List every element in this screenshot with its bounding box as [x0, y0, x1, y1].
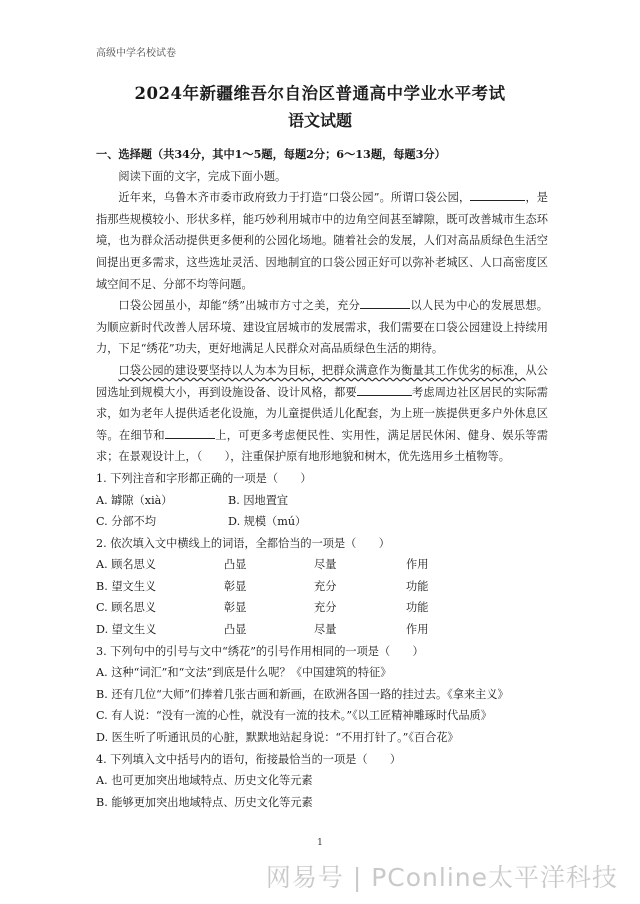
option-cell: 凸显: [224, 558, 247, 572]
question-4-option-b: B. 能够更加突出地域特点、历史文化等元素: [96, 795, 313, 809]
fill-blank-4: [165, 426, 215, 439]
exam-title: 2024年新疆维吾尔自治区普通高中学业水平考试: [134, 84, 506, 103]
option-cell: 尽量: [314, 558, 337, 572]
option-cell: 功能: [406, 601, 429, 615]
question-1-stem: 1. 下列注音和字形都正确的一项是（ ）: [96, 471, 312, 485]
section-heading: 一、选择题（共34分，其中1～5题，每题2分；6～13题，每题3分）: [96, 147, 446, 161]
p3-text-b: 考虑周边社区居民的实际需求，如为老年人提供适老化设施，为儿童提供适儿化配套，为上班一族提供更多户外休息区等。在细节和: [96, 385, 548, 442]
question-3-option-d: D. 医生听了听通讯员的心脏，默默地站起身说：“不用打针了。”《百合花》: [96, 731, 459, 745]
option-cell: 功能: [406, 579, 429, 593]
page-number: 1: [317, 838, 323, 848]
option-cell: B. 望文生义: [96, 579, 157, 593]
option-cell: 充分: [314, 601, 337, 615]
question-2-option-c: [96, 597, 548, 619]
question-1-options-row-2: [96, 511, 548, 533]
question-4-stem: 4. 下列填入文中括号内的语句，衔接最恰当的一项是（ ）: [96, 752, 402, 766]
question-4-option-a: A. 也可更加突出地域特点、历史文化等元素: [96, 774, 313, 788]
question-1-option-d: D. 规模（mú）: [228, 515, 307, 529]
p1-text-b: ，是指那些规模较小、形状多样，能巧妙利用城市中的边角空间甚至罅隙，既可改善城市生态环境，也为群众活动提供更多便利的公园化场地。随着社会的发展，人们对高品质绿色生活空间提出更多需求，这些选址灵活、因地制宜的口袋公园正好可以弥补老城区、人口高密度区域空间不足、分部不均等问题。: [96, 191, 548, 291]
passage-paragraph-2: [96, 295, 548, 360]
question-2-option-b: [96, 576, 548, 598]
wavy-underlined-sentence: 口袋公园的建设要坚持以人为本为目标，把群众满意作为衡量其工作优劣的标准，: [118, 363, 526, 377]
exam-subtitle: 语文试题: [287, 111, 352, 130]
question-1-option-a: A. 罅隙（xià）: [96, 493, 173, 507]
reading-instruction: 阅读下面的文字，完成下面小题。: [118, 169, 287, 183]
option-cell: 充分: [314, 579, 337, 593]
question-2-option-a: [96, 554, 548, 576]
question-2-option-d: [96, 619, 548, 641]
p3-text-a: 从公园选址到规模大小，再到设施设备、设计风格，都要: [96, 363, 548, 399]
option-cell: 作用: [406, 623, 429, 637]
question-3-option-a: A. 这种“词汇”和“文法”到底是什么呢？《中国建筑的特征》: [96, 666, 392, 680]
question-3-option-c: C. 有人说：“没有一流的心性，就没有一流的技术。”《以工匠精神雕琢时代品质》: [96, 709, 492, 723]
p3-text-c: 上，可更多考虑便民性、实用性，满足居民休闲、健身、娱乐等需求；在景观设计上，（ ），注重保护原有地形地貌和树木，优先选用乡土植物等。: [96, 428, 548, 464]
option-cell: 作用: [406, 558, 429, 572]
fill-blank-1: [470, 188, 525, 201]
question-1-option-b: B. 因地置宜: [228, 493, 289, 507]
passage-paragraph-1: [96, 187, 548, 295]
p2-text-a: 口袋公园虽小，却能“绣”出城市方寸之美，充分: [118, 299, 361, 313]
question-3-stem: 3. 下列句中的引号与文中“绣花”的引号作用相同的一项是（ ）: [96, 644, 424, 658]
question-1-options-row-1: [96, 490, 548, 512]
option-cell: 凸显: [224, 623, 247, 637]
question-2-stem: 2. 依次填入文中横线上的词语，全都恰当的一项是（ ）: [96, 536, 390, 550]
exam-content: [96, 144, 548, 813]
option-cell: D. 望文生义: [96, 623, 157, 637]
question-3-option-b: B. 还有几位“大师”们捧着几张古画和新画，在欧洲各国一路的挂过去。《拿来主义》: [96, 687, 509, 701]
p2-text-b: 以人民为中心的发展思想。为顺应新时代改善人居环境、建设宜居城市的发展需求，我们需要在口袋公园建设上持续用力，下足“绣花”功夫，更好地满足人民群众对高品质绿色生活的期待。: [96, 299, 548, 356]
option-cell: C. 顾名思义: [96, 601, 157, 615]
passage-paragraph-3: [96, 360, 548, 468]
header-note: 高级中学名校试卷: [96, 48, 176, 59]
source-watermark: 网易号 | PConline太平洋科技: [265, 863, 618, 892]
option-cell: 彰显: [224, 579, 247, 593]
fill-blank-2: [360, 296, 410, 309]
option-cell: 彰显: [224, 601, 247, 615]
option-cell: 尽量: [314, 623, 337, 637]
p1-text-a: 近年来，乌鲁木齐市委市政府致力于打造“口袋公园”。所谓口袋公园，: [118, 191, 471, 205]
fill-blank-3: [357, 383, 412, 396]
question-1-option-c: C. 分部不均: [96, 515, 157, 529]
option-cell: A. 顾名思义: [96, 558, 156, 572]
